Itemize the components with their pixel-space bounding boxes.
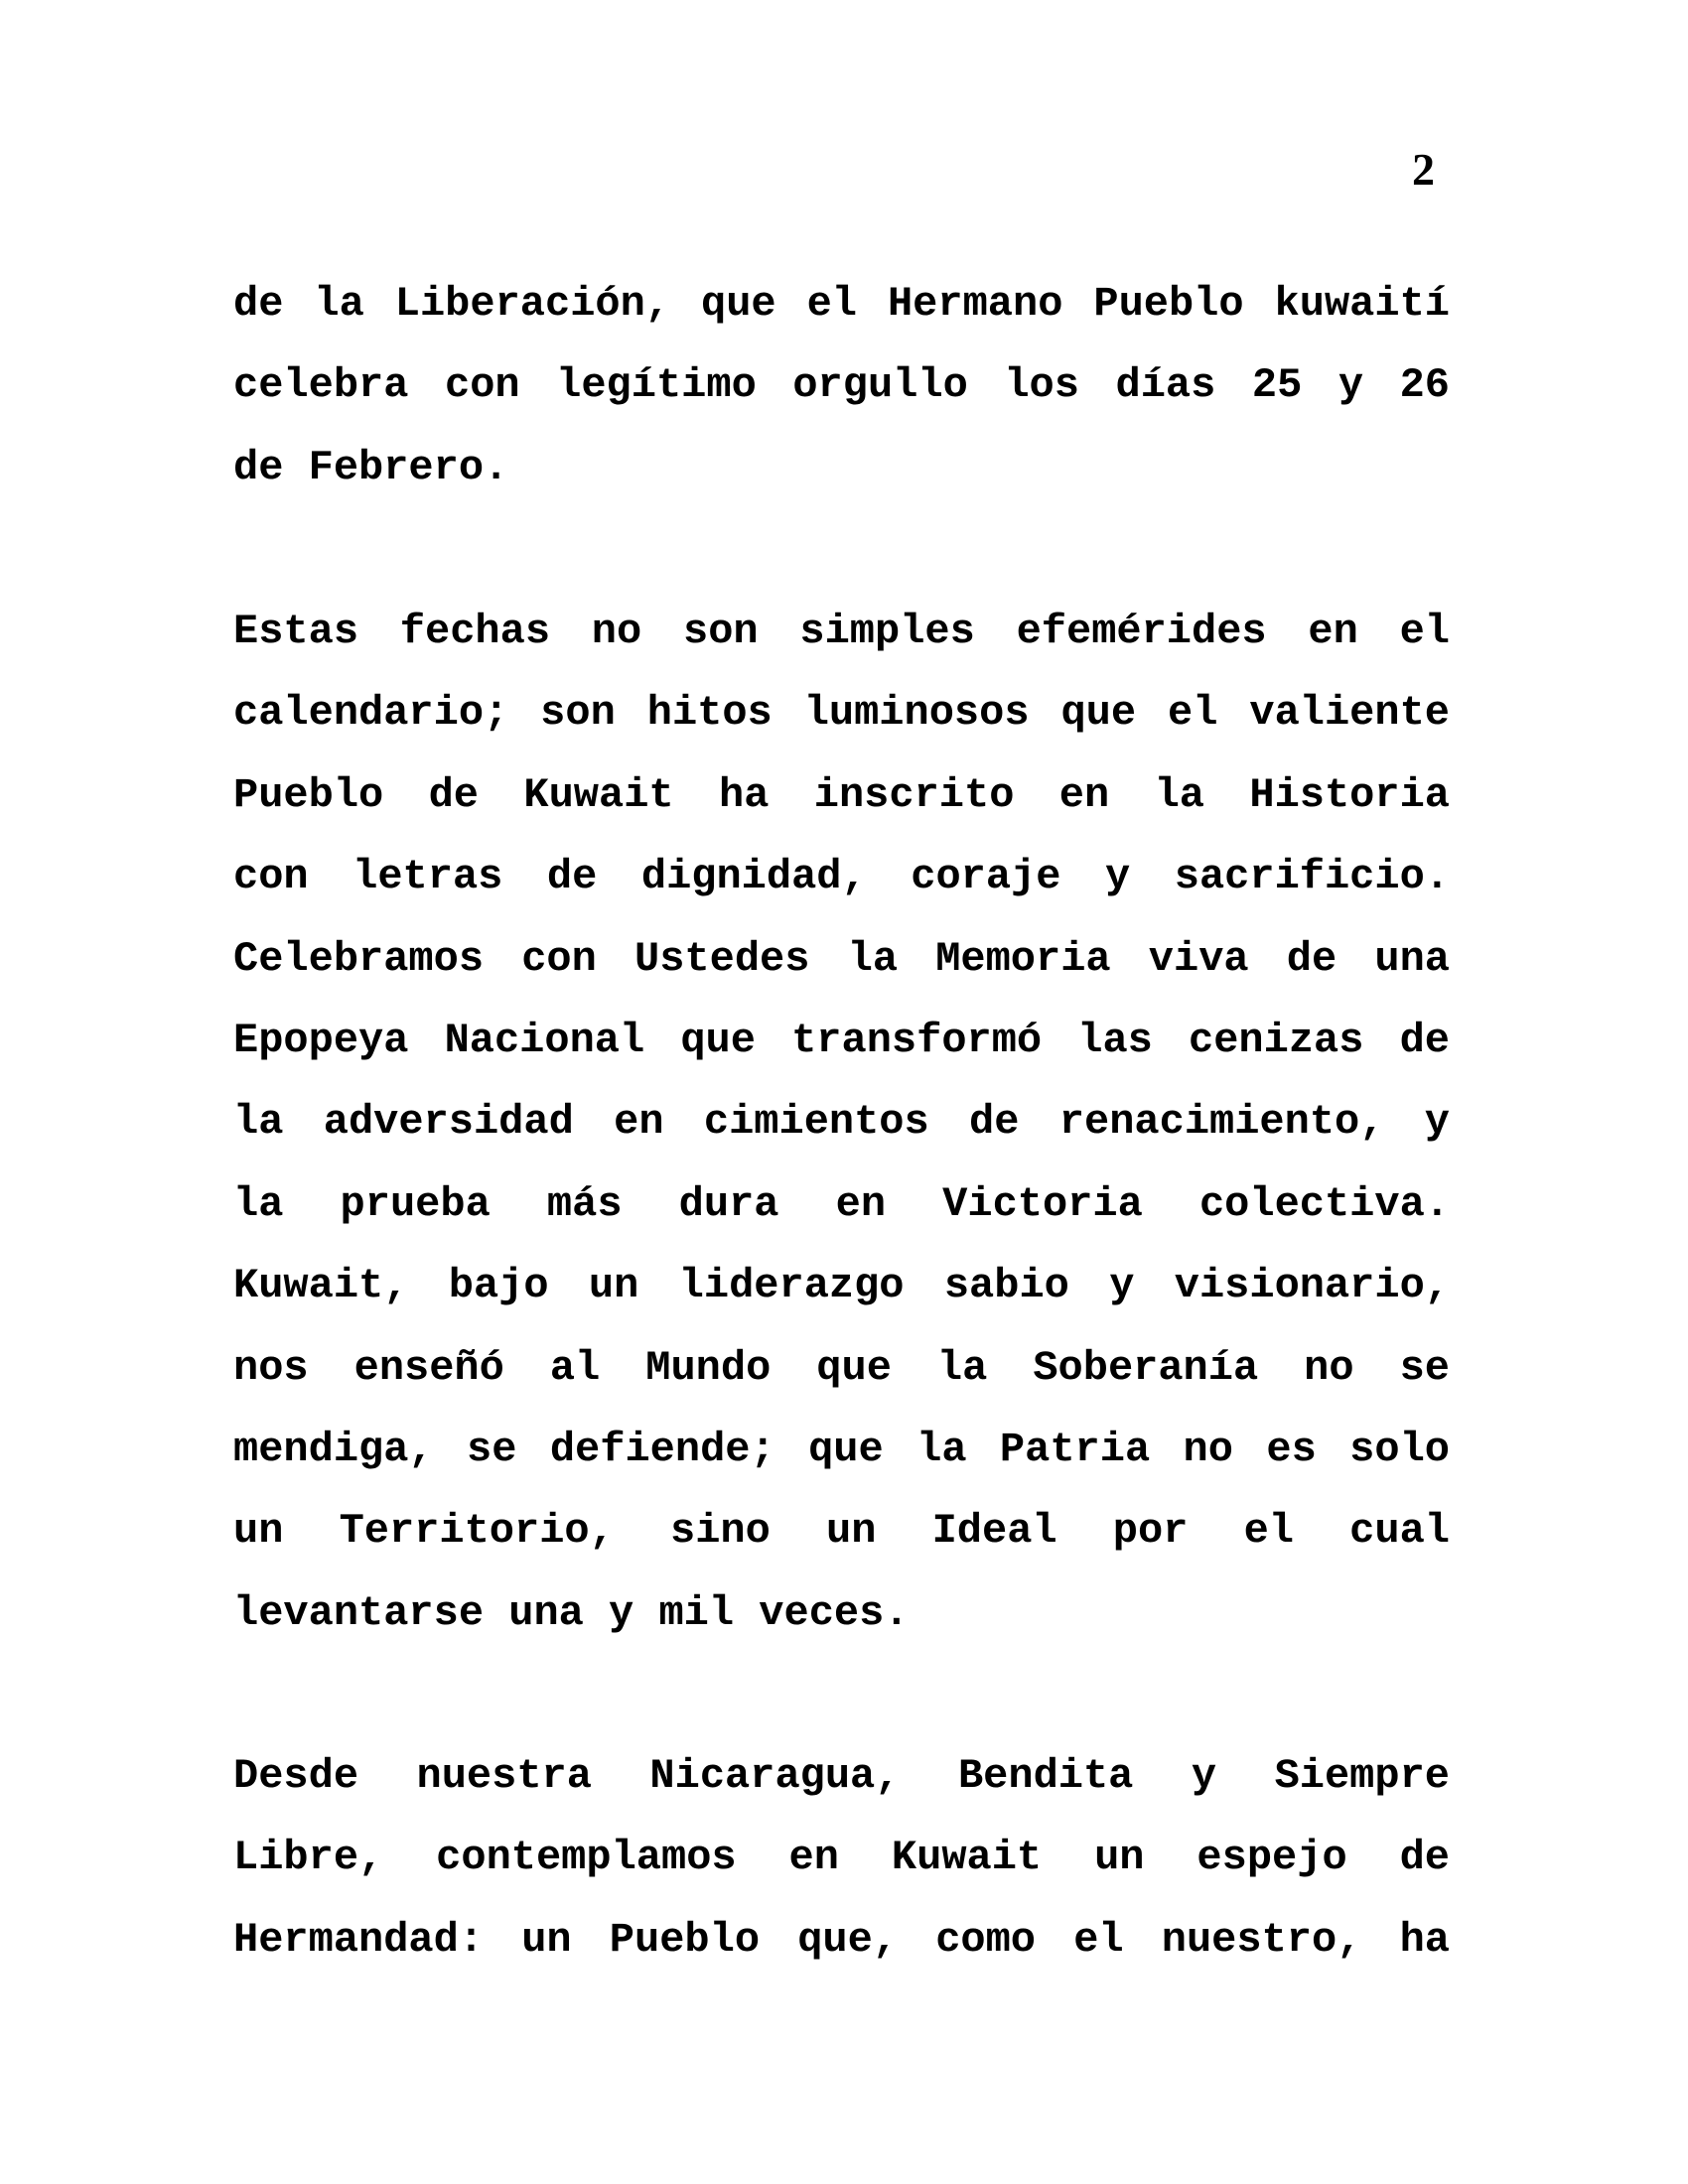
text-line: un Territorio, sino un Ideal por el cual: [233, 1507, 1450, 1556]
text-line: la adversidad en cimientos de renacimiento, y: [233, 1098, 1450, 1147]
text-line: mendiga, se defiende; que la Patria no es solo: [233, 1425, 1450, 1473]
text-line: Estas fechas no son simples efemérides en el: [233, 608, 1450, 655]
paragraph-liberation-date: [233, 263, 1450, 508]
text-line: de Febrero.: [233, 443, 509, 491]
text-line: nos enseñó al Mundo que la Soberanía no se: [233, 1343, 1450, 1392]
text-line: de la Liberación, que el Hermano Pueblo kuwaití: [233, 280, 1450, 328]
text-line: levantarse una y mil veces.: [233, 1588, 910, 1637]
text-line: Kuwait, bajo un liderazgo sabio y visionario,: [233, 1262, 1450, 1310]
text-line: Hermandad: un Pueblo que, como el nuestro, ha: [233, 1915, 1450, 1964]
paragraph-nicaragua: [233, 1735, 1450, 1980]
text-line: Libre, contemplamos en Kuwait un espejo de: [233, 1834, 1450, 1882]
text-line: Desde nuestra Nicaragua, Bendita y Siempre: [233, 1752, 1450, 1800]
text-line: con letras de dignidad, coraje y sacrificio.: [233, 853, 1450, 901]
text-line: Pueblo de Kuwait ha inscrito en la Historia: [233, 770, 1450, 819]
text-line: calendario; son hitos luminosos que el valiente: [233, 689, 1450, 738]
text-line: la prueba más dura en Victoria colectiva.: [233, 1179, 1450, 1228]
page-number: 2: [1412, 144, 1435, 195]
text-line: celebra con legítimo orgullo los días 25 y 26: [233, 361, 1450, 410]
paragraph-historic-dates: [233, 591, 1450, 1654]
text-line: Celebramos con Ustedes la Memoria viva de una: [233, 934, 1450, 983]
text-line: Epopeya Nacional que transformó las cenizas de: [233, 1016, 1450, 1064]
